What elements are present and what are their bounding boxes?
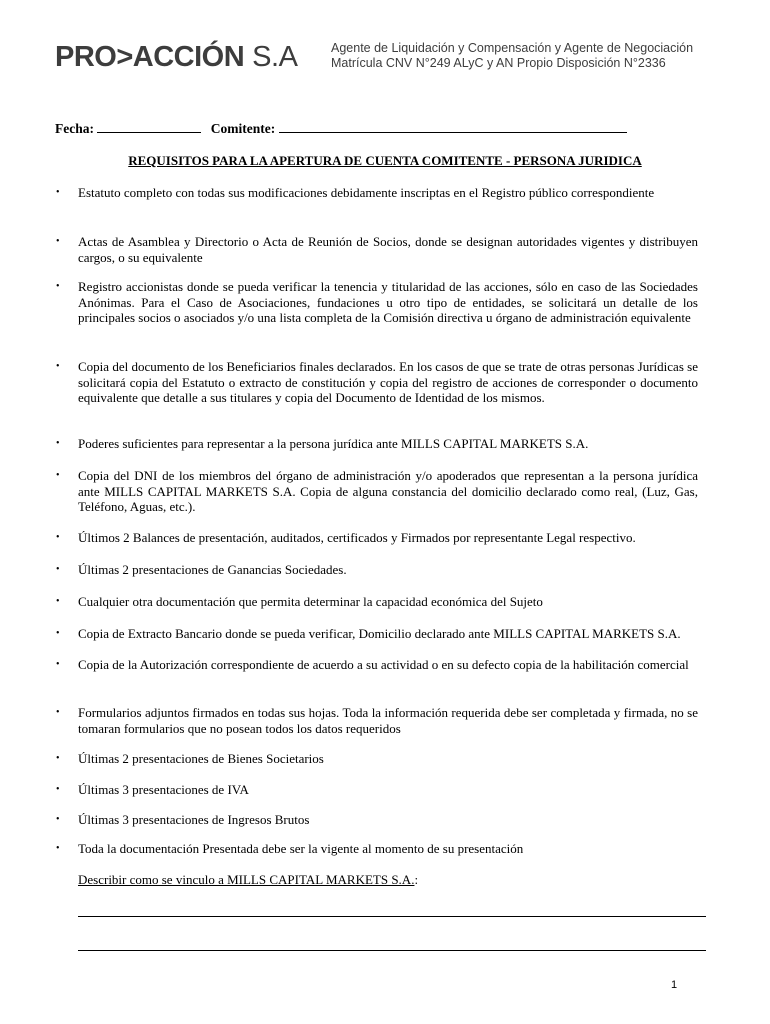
bullet-icon: • [56, 784, 60, 795]
answer-line-2[interactable] [78, 950, 706, 951]
comitente-field[interactable] [279, 120, 627, 133]
bullet-icon: • [56, 187, 60, 198]
bullet-icon: • [56, 532, 60, 543]
list-item: • Últimas 3 presentaciones de Ingresos Brutos [56, 812, 310, 827]
describe-link-label: Describir como se vinculo a MILLS CAPITAL MARKETS S.A.: [78, 872, 419, 887]
bullet-icon: • [56, 659, 60, 670]
fecha-label: Fecha: [55, 121, 94, 136]
bullet-icon: • [56, 753, 60, 764]
list-item: • Poderes suficientes para representar a la persona jurídica ante MILLS CAPITAL MARKETS S.A. [56, 436, 589, 451]
bullet-icon: • [56, 843, 60, 854]
bullet-icon: • [56, 707, 60, 718]
agent-line-1: Agente de Liquidación y Compensación y Agente de Negociación [331, 41, 694, 55]
list-item: • Estatuto completo con todas sus modificaciones debidamente inscriptas en el Registro público correspondiente [56, 185, 655, 200]
bullet-icon: • [56, 596, 60, 607]
document-header [55, 38, 745, 78]
form-header-line [55, 120, 627, 137]
fecha-field[interactable] [97, 120, 201, 133]
list-item: • Últimas 2 presentaciones de Bienes Societarios [56, 751, 324, 766]
list-item: • Toda la documentación Presentada debe ser la vigente al momento de su presentación [56, 841, 524, 856]
bullet-icon: • [56, 470, 60, 481]
list-item: • Copia del documento de los Beneficiarios finales declarados. En los casos de que se trate de otras personas Jurídicas se solicitará copia del Estatuto o extracto de constitución y copia del registro de acciones de corresponder o documento equivalente que detalle a sus titulares y copia del Documento de Identidad de los mismos. [56, 359, 698, 406]
list-item: • Últimas 2 presentaciones de Ganancias Sociedades. [56, 562, 347, 577]
bullet-icon: • [56, 361, 60, 372]
list-item: • Últimos 2 Balances de presentación, auditados, certificados y Firmados por representante Legal respectivo. [56, 530, 636, 545]
bullet-icon: • [56, 814, 60, 825]
list-item: • Copia de Extracto Bancario donde se pueda verificar, Domicilio declarado ante MILLS CAPITAL MARKETS S.A. [56, 626, 681, 641]
page-title: REQUISITOS PARA LA APERTURA DE CUENTA COMITENTE - PERSONA JURIDICA [128, 153, 642, 168]
list-item: • Copia del DNI de los miembros del órgano de administración y/o apoderados que representan a la persona jurídica ante MILLS CAPITAL MARKETS S.A. Copia de alguna constancia del domicilio declarado como real, (Luz, Gas, Teléfono, Aguas, etc.). [56, 468, 698, 515]
bullet-icon: • [56, 628, 60, 639]
comitente-label: Comitente: [210, 121, 276, 136]
bullet-icon: • [56, 564, 60, 575]
list-item: • Registro accionistas donde se pueda verificar la tenencia y titularidad de las acciones, sólo en caso de las Sociedades Anónimas. Para el Caso de Asociaciones, fundaciones u otro tipo de entidades, se solicitará un detalle de los principales socios o asociados y/o una lista completa de la Comisión directiva u órgano de administración equivalente [56, 279, 698, 326]
list-item: • Últimas 3 presentaciones de IVA [56, 782, 249, 797]
bullet-icon: • [56, 438, 60, 449]
list-item: • Copia de la Autorización correspondiente de acuerdo a su actividad o en su defecto copia de la habilitación comercial [56, 657, 689, 672]
list-item: • Actas de Asamblea y Directorio o Acta de Reunión de Socios, donde se designan autoridades vigentes y distribuyen cargos, o su equivalente [56, 234, 698, 265]
list-item: • Formularios adjuntos firmados en todas sus hojas. Toda la información requerida debe ser completada y firmada, no se tomaran formularios que no posean todos los datos requeridos [56, 705, 698, 736]
agent-registration [331, 41, 693, 71]
bullet-icon: • [56, 236, 60, 247]
answer-line-1[interactable] [78, 916, 706, 917]
bullet-icon: • [56, 281, 60, 292]
agent-line-2: Matrícula CNV N°249 ALyC y AN Propio Disposición N°2336 [331, 56, 666, 70]
list-item: • Cualquier otra documentación que permita determinar la capacidad económica del Sujeto [56, 594, 543, 609]
company-logo: PRO>ACCIÓN S.A [55, 41, 298, 73]
page-number: 1 [671, 979, 678, 991]
